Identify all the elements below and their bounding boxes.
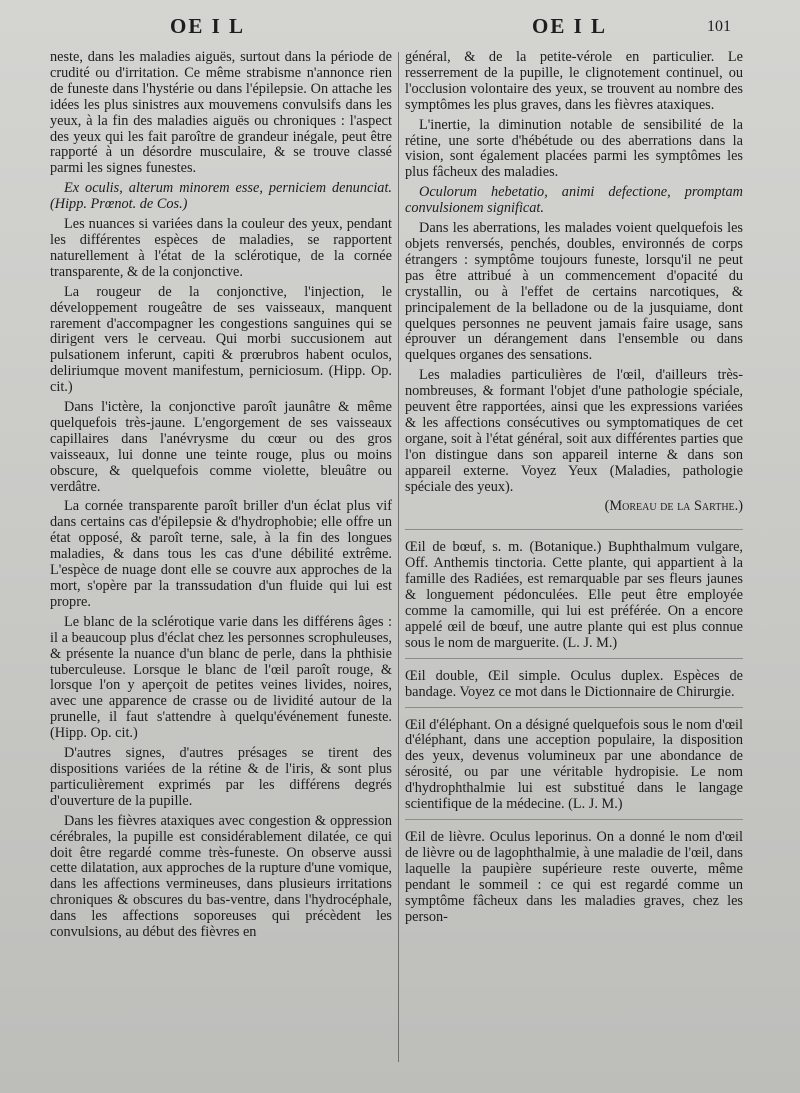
right-column [405, 50, 743, 929]
paragraph: Les nuances si variées dans la couleur des yeux, pendant les différentes espèces de maladies, se rapportent naturellement à l'état de la sclérotique, de la cornée transparente, & de la conjonctive. [50, 216, 392, 280]
page-header [0, 14, 800, 44]
paragraph: Dans les aberrations, les malades voient quelquefois les objets renversés, penchés, doubles, environnés de corps étrangers : symptôme toujours funeste, lorsqu'il ne peut pas être attribué à un commencement d'opacité du crystallin, ou à l'effet de certains narcotiques, & principalement de la belladone ou de la jusquiame, dont quelques personnes ne peuvent jamais faire usage, sans éprouver un dérangement dans l'ensemble ou dans quelques organes des sensations. [405, 220, 743, 364]
paragraph: La rougeur de la conjonctive, l'injection, le développement rougeâtre de ses vaisseaux, manquent rarement d'accompagner les congestions sanguines qui se dirigent vers le cerveau. Qui morbi succusionem aut pulsationem inferunt, capiti & prœrubros habent oculos, deliriumque movent manifestum, perniciosum. (Hipp. Op. cit.) [50, 283, 392, 396]
running-head-right: OE I L [532, 14, 608, 38]
paragraph: Dans l'ictère, la conjonctive paroît jaunâtre & même quelquefois très-jaune. L'engorgement de ses vaisseaux capillaires dans l'anévrysme du cœur ou des gros vaisseaux, lui donne une teinte rouge, plus ou moins obscure, & quelquefois comme violette, bleuâtre ou verdâtre. [50, 399, 392, 495]
paragraph: L'inertie, la diminution notable de sensibilité de la rétine, une sorte d'hébétude ou des aberrations dans la vision, sont également placées parmi les symptômes les plus fâcheux des maladies. [405, 116, 743, 181]
paragraph: Dans les fièvres ataxiques avec congestion & oppression cérébrales, la pupille est considérablement dilatée, ce qui doit être regardé comme très-funeste. On observe aussi cette dilatation, aux approches de la rupture d'une vomique, dans les affections vermineuses, dans plusieurs irritations chroniques & obscures du bas-ventre, dans l'hydrocéphale, dans les affections soporeuses qui précèdent les convulsions, au début des fièvres en [50, 812, 392, 941]
dictionary-entry-oeil-double: Œil double, Œil simple. Oculus duplex. Espèces de bandage. Voyez ce mot dans le Dictionnaire de Chirurgie. [405, 667, 743, 700]
paragraph: général, & de la petite-vérole en particulier. Le resserrement de la pupille, le clignotement continuel, ou l'occlusion volontaire des yeux, se trouvent au nombre des symptômes les plus graves, dans les fièvres ataxiques. [405, 49, 743, 113]
section-divider [405, 529, 743, 530]
section-divider [405, 819, 743, 820]
section-divider [405, 658, 743, 659]
dictionary-entry-oeil-de-boeuf: Œil de bœuf, s. m. (Botanique.) Buphthalmum vulgare, Off. Anthemis tinctoria. Cette plante, qui appartient à la famille des Radiées, est remarquable par ses fleurs jaunes & longuement pédonculées. Elle peut être employée comme la camomille, qui lui est préférée. On a encore appelé œil de bœuf, une autre plante qui est plus connue sous le nom de marguerite. (L. J. M.) [405, 539, 743, 651]
left-column [50, 50, 392, 945]
paragraph: Les maladies particulières de l'œil, d'ailleurs très-nombreuses, & formant l'objet d'une pathologie spéciale, peuvent être rapportées, ainsi que les expressions variées & les affections consécutives ou symptomatiques de cet organe, soit à l'état général, soit aux différentes parties que l'on distingue dans son appareil interne & dans son appareil externe. Voyez Yeux (Maladies, pathologie spéciale des yeux). [405, 367, 743, 495]
paragraph: Le blanc de la sclérotique varie dans les différens âges : il a beaucoup plus d'éclat chez les personnes scrophuleuses, & présente la nuance d'un blanc de perle, dans la phthisie tuberculeuse. Lorsque le blanc de l'œil paroît rouge, & lorsque l'on y aperçoit de petites veines livides, noires, avec une apparence de crasse ou de lividité autour de la prunelle, il faut s'attendre à quelqu'événement funeste. (Hipp. Op. cit.) [50, 613, 392, 742]
dictionary-entry-oeil-de-lievre: Œil de lièvre. Oculus leporinus. On a donné le nom d'œil de lièvre ou de lagophthalmie, à une maladie de l'œil, dans laquelle la paupière supérieure reste ouverte, même pendant le sommeil : ce qui est regardé comme un symptôme fâcheux dans les maladies graves, chez les person- [405, 828, 743, 925]
paragraph: La cornée transparente paroît briller d'un éclat plus vif dans certains cas d'épilepsie & d'hydrophobie; elle offre un état opposé, & paroît terne, sale, à la fin des longues maladies, & dans tous les cas d'une débilité extrême. L'espèce de nuage dont elle se couvre aux approches de la mort, s'opère par la transsudation d'un fluide qui lui est propre. [50, 498, 392, 610]
latin-quote: Ex oculis, alterum minorem esse, perniciem denunciat. (Hipp. Prœnot. de Cos.) [50, 180, 392, 213]
column-divider [398, 52, 399, 1062]
paragraph: neste, dans les maladies aiguës, surtout dans la période de crudité ou d'irritation. Ce même strabisme n'annonce rien de funeste dans l'hystérie ou dans l'épilepsie. On attache les idées les plus sinistres aux mouvemens convulsifs dans les yeux, à la fin des maladies aiguës ou chroniques : l'aspect des yeux qui les fait paroître de grandeur inégale, peut être rapporté à un désordre musculaire, & se trouve classé parmi les signes funestes. [50, 49, 392, 177]
running-head-left: OE I L [170, 14, 246, 38]
section-divider [405, 707, 743, 708]
dictionary-entry-oeil-elephant: Œil d'éléphant. On a désigné quelquefois sous le nom d'œil d'éléphant, dans une acception populaire, la disposition des yeux, devenus volumineux par une abondance de sérosité, ou par une véritable hydropisie. Le nom d'hydrophthalmie lui est substitué dans le langage scientifique de la médecine. (L. J. M.) [405, 716, 743, 813]
author-signature: (Moreau de la Sarthe.) [604, 498, 743, 515]
paragraph: D'autres signes, d'autres présages se tirent des dispositions variées de la rétine & de l'iris, & sont plus particulièrement exprimés par les différens degrés d'ouverture de la pupille. [50, 745, 392, 809]
latin-quote: Oculorum hebetatio, animi defectione, promptam convulsionem significat. [405, 184, 743, 217]
page-number: 101 [707, 18, 731, 35]
